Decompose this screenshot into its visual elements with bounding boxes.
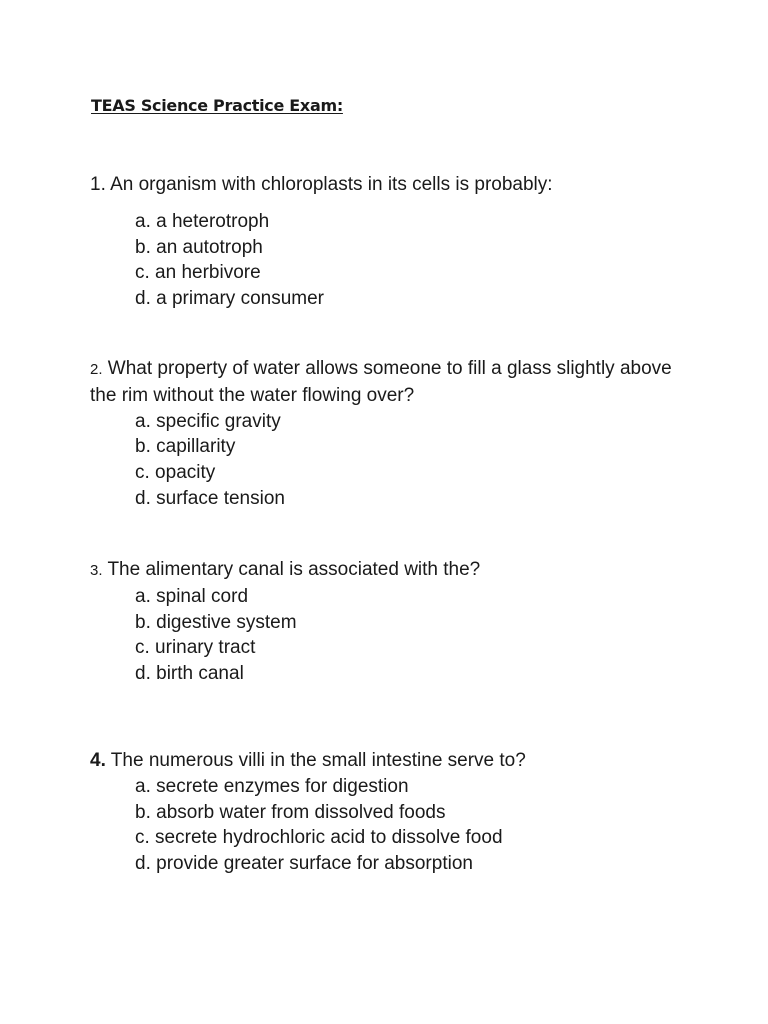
answer-option-c: c. an herbivore	[135, 262, 261, 284]
question-1	[90, 172, 690, 312]
answer-option-d: d. birth canal	[135, 663, 244, 685]
page-title: TEAS Science Practice Exam:	[91, 96, 343, 115]
answer-option-a: a. a heterotroph	[135, 210, 270, 232]
answer-option-c: c. secrete hydrochloric acid to dissolve food	[135, 827, 503, 849]
question-text: The alimentary canal is associated with the?	[107, 559, 481, 580]
answer-options	[90, 584, 690, 687]
question-text: The numerous villi in the small intestine serve to?	[110, 750, 526, 771]
question-stem	[90, 172, 690, 198]
answer-options	[90, 209, 690, 312]
answer-options	[90, 409, 690, 512]
answer-option-c: c. urinary tract	[135, 637, 256, 659]
question-number: 3.	[90, 562, 103, 579]
question-3	[90, 557, 690, 687]
answer-option-a: a. specific gravity	[135, 410, 281, 432]
question-number: 2.	[90, 361, 103, 378]
question-text: An organism with chloroplasts in its cells is probably:	[110, 174, 553, 195]
answer-option-d: d. provide greater surface for absorption	[135, 853, 473, 875]
answer-option-d: d. surface tension	[135, 487, 285, 509]
question-number: 1.	[90, 174, 106, 195]
question-text: What property of water allows someone to fill a glass slightly above the rim without the water flowing over?	[90, 358, 672, 406]
question-stem	[90, 557, 690, 584]
question-number: 4.	[90, 750, 106, 771]
answer-option-b: b. capillarity	[135, 436, 236, 458]
question-2	[90, 356, 690, 512]
answer-option-a: a. spinal cord	[135, 585, 249, 607]
answer-option-a: a. secrete enzymes for digestion	[135, 775, 409, 797]
answer-option-d: d. a primary consumer	[135, 288, 325, 310]
answer-options	[90, 774, 690, 877]
answer-option-c: c. opacity	[135, 462, 216, 484]
question-4	[90, 748, 690, 877]
question-stem	[90, 356, 690, 409]
question-stem	[90, 748, 690, 774]
answer-option-b: b. an autotroph	[135, 236, 263, 258]
answer-option-b: b. absorb water from dissolved foods	[135, 801, 446, 823]
answer-option-b: b. digestive system	[135, 611, 297, 633]
